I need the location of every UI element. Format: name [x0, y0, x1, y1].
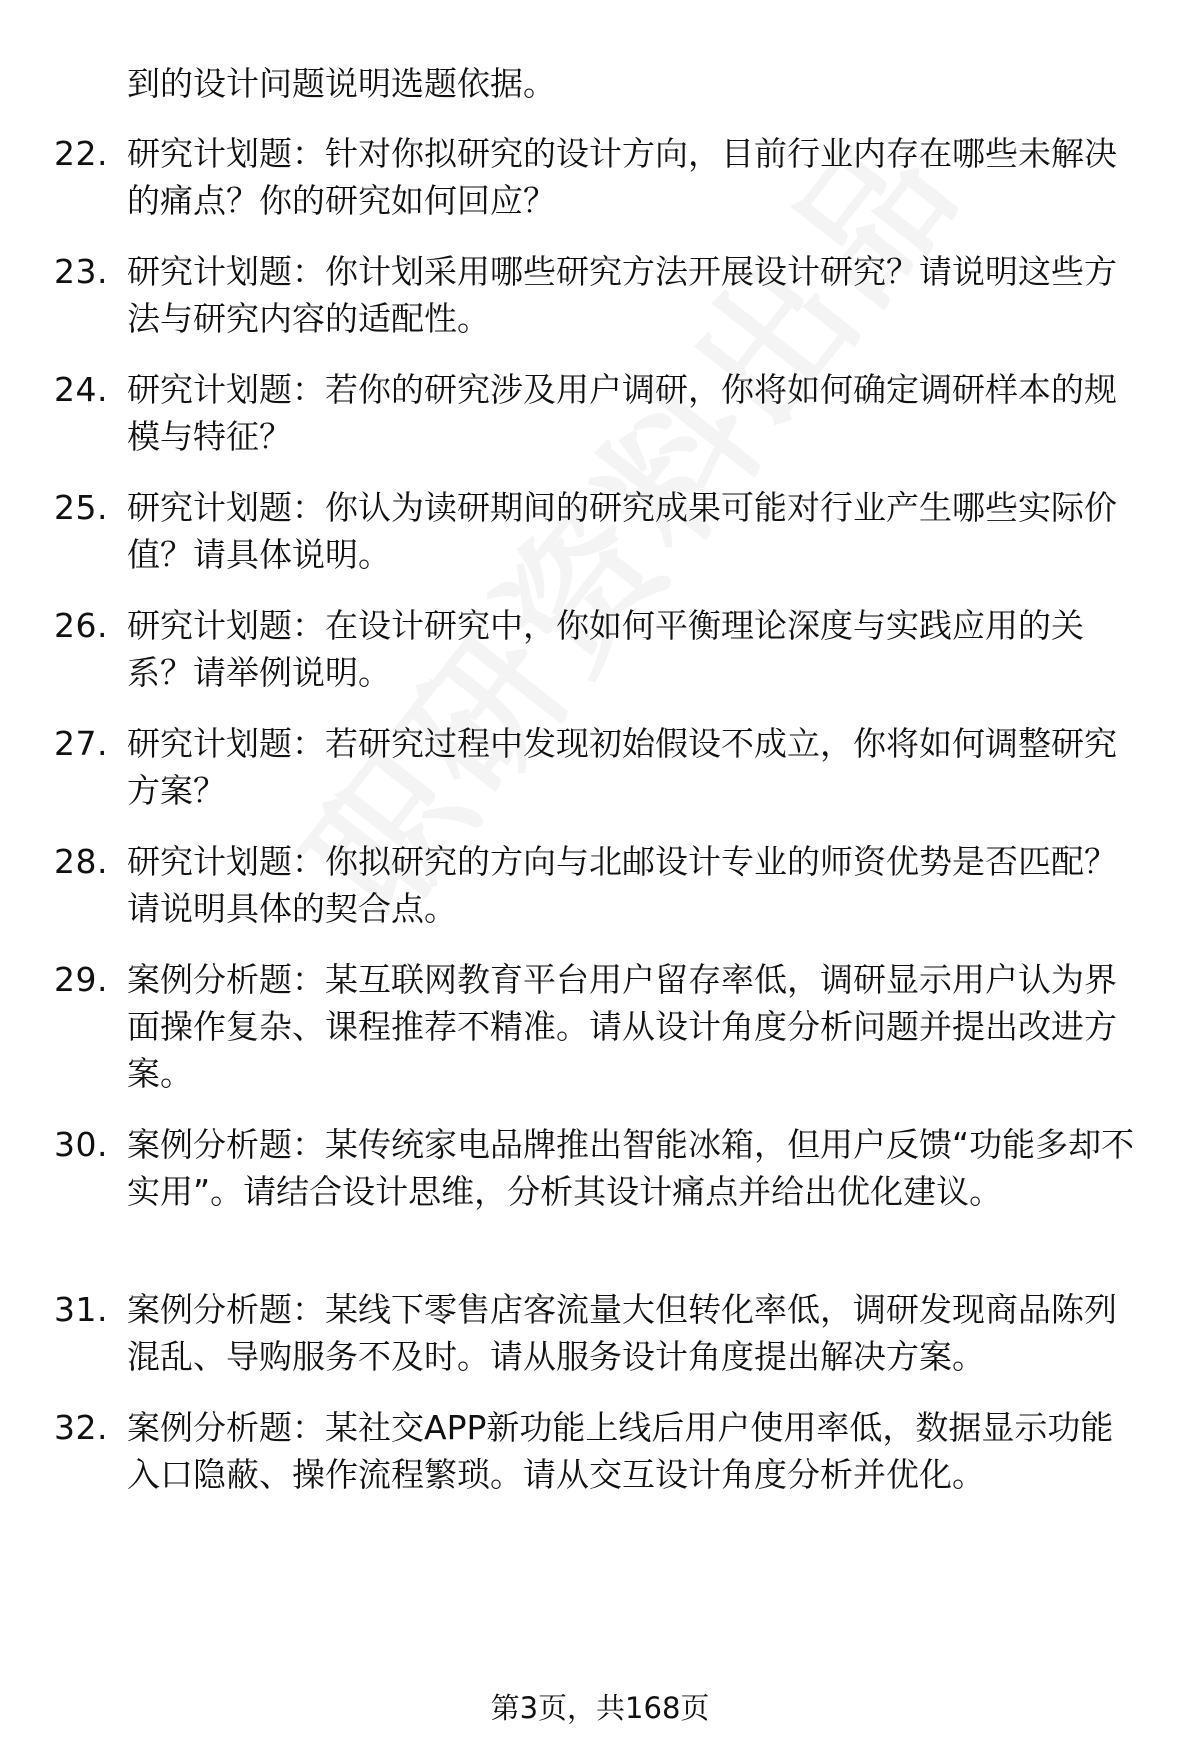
question-text: 案例分析题：某互联网教育平台用户留存率低，调研显示用户认为界面操作复杂、课程推荐不精准。请从设计角度分析问题并提出改进方案。 — [127, 960, 1117, 1093]
question-number: 30. — [54, 1125, 108, 1164]
question-text: 研究计划题：你拟研究的方向与北邮设计专业的师资优势是否匹配？请说明具体的契合点。 — [127, 842, 1117, 928]
question-number: 28. — [54, 842, 108, 881]
question-text: 研究计划题：若你的研究涉及用户调研，你将如何确定调研样本的规模与特征？ — [127, 370, 1117, 456]
question-number: 24. — [54, 370, 108, 409]
question-text: 研究计划题：若研究过程中发现初始假设不成立，你将如何调整研究方案？ — [127, 724, 1117, 810]
question-number: 29. — [54, 960, 108, 999]
question-text: 研究计划题：针对你拟研究的设计方向，目前行业内存在哪些未解决的痛点？你的研究如何回应？ — [127, 134, 1117, 220]
question-number: 31. — [54, 1290, 108, 1329]
intro-line: 到的设计问题说明选题依据。 — [127, 64, 556, 103]
question-number: 27. — [54, 724, 108, 763]
question-number: 26. — [54, 606, 108, 645]
question-number: 22. — [54, 134, 108, 173]
question-text: 研究计划题：在设计研究中，你如何平衡理论深度与实践应用的关系？请举例说明。 — [127, 606, 1084, 692]
question-text: 案例分析题：某线下零售店客流量大但转化率低，调研发现商品陈列混乱、导购服务不及时。请从服务设计角度提出解决方案。 — [127, 1290, 1117, 1376]
question-number: 25. — [54, 488, 108, 527]
question-number: 23. — [54, 252, 108, 291]
page-footer: 第3页，共168页 — [490, 1691, 710, 1725]
question-text: 研究计划题：你认为读研期间的研究成果可能对行业产生哪些实际价值？请具体说明。 — [127, 488, 1117, 574]
question-text: 案例分析题：某社交APP新功能上线后用户使用率低，数据显示功能入口隐蔽、操作流程繁琐。请从交互设计角度分析并优化。 — [127, 1408, 1114, 1494]
question-text: 案例分析题：某传统家电品牌推出智能冰箱，但用户反馈“功能多却不实用”。请结合设计思维，分析其设计痛点并给出优化建议。 — [127, 1125, 1135, 1211]
question-number: 32. — [54, 1408, 108, 1447]
question-text: 研究计划题：你计划采用哪些研究方法开展设计研究？请说明这些方法与研究内容的适配性。 — [127, 252, 1117, 338]
